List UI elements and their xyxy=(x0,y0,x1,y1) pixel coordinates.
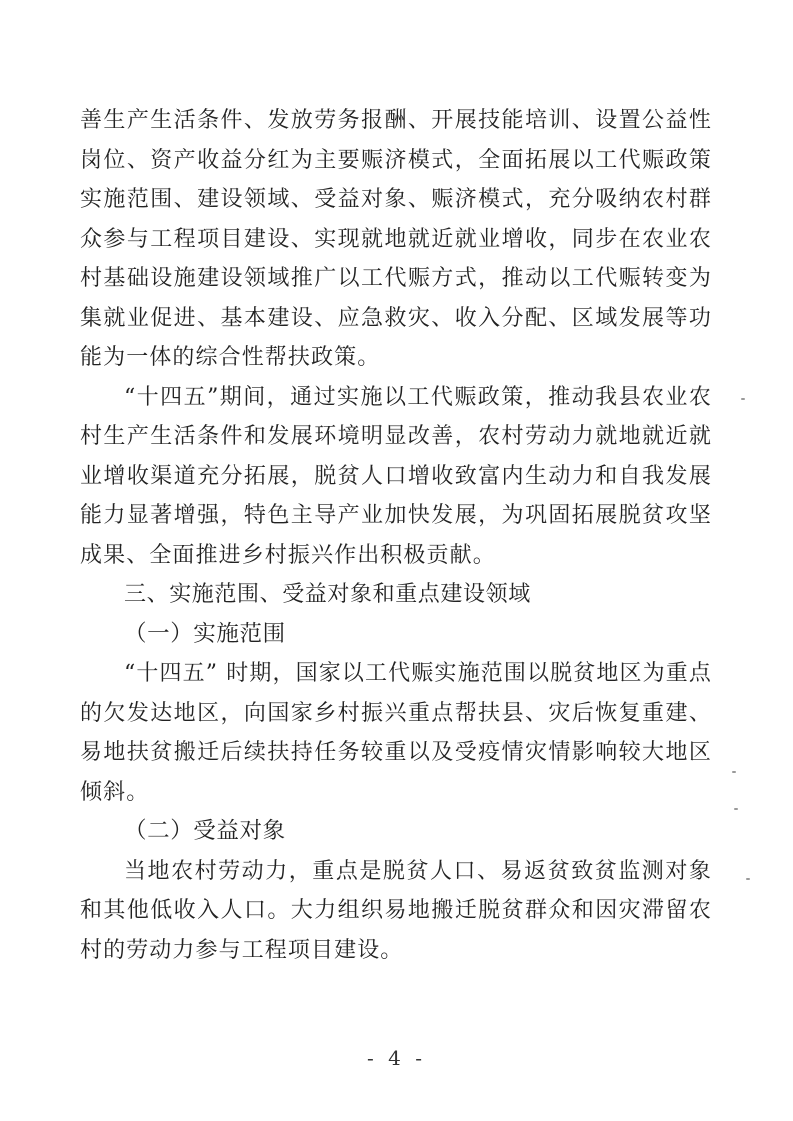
page-number: - 4 - xyxy=(367,1046,426,1070)
section-heading: 三、实施范围、受益对象和重点建设领域 xyxy=(124,582,531,607)
paragraph-beneficiaries: 当地农村劳动力，重点是脱贫人口、易返贫致贫监测对象和其他低收入人口。大力组织易地搬迁脱贫群众和因灾滞留农村的劳动力参与工程项目建设。 xyxy=(80,858,712,963)
scan-speck xyxy=(741,398,745,400)
subsection-heading-scope: （一）实施范围 xyxy=(124,620,286,647)
scan-speck xyxy=(732,771,736,773)
subsection-heading-beneficiaries: （二）受益对象 xyxy=(124,818,286,844)
paragraph-scope: “十四五” 时期，国家以工代赈实施范围以脱贫地区为重点的欠发达地区，向国家乡村振兴重点帮扶县、灾后恢复重建、易地扶贫搬迁后续扶持任务较重以及受疫情灾情影响较大地区倾斜。 xyxy=(80,661,712,805)
document-body xyxy=(80,101,712,970)
paragraph-continuation: 善生产生活条件、发放劳务报酬、开展技能培训、设置公益性岗位、资产收益分红为主要赈济模式，全面拓展以工代赈政策实施范围、建设领域、受益对象、赈济模式，充分吸纳农村群众参与工程项目建设、实现就地就近就业增收，同步在农业农村基础设施建设领域推广以工代赈方式，推动以工代赈转变为集就业促进、基本建设、应急救灾、收入分配、区域发展等功能为一体的综合性帮扶政策。 xyxy=(80,108,712,370)
scan-speck xyxy=(734,808,738,810)
scan-speck xyxy=(746,878,750,880)
paragraph-fourteenth-five-year-goals: “十四五”期间，通过实施以工代赈政策，推动我县农业农村生产生活条件和发展环境明显改善，农村劳动力就地就近就业增收渠道充分拓展，脱贫人口增收致富内生动力和自我发展能力显著增强，特色主导产业加快发展，为巩固拓展脱贫攻坚成果、全面推进乡村振兴作出积极贡献。 xyxy=(80,384,712,568)
